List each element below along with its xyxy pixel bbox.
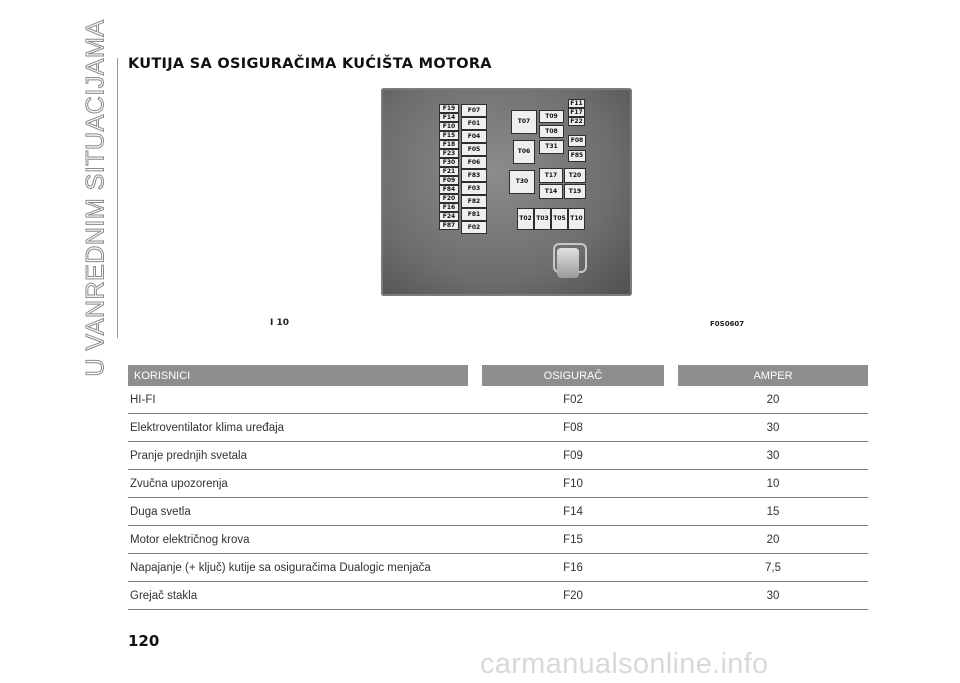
cell-fuse: F09 — [563, 449, 583, 462]
figure-code: F0S0607 — [710, 320, 745, 328]
page-number: 120 — [128, 632, 160, 650]
fuse-label: F81 — [461, 208, 487, 221]
middle-fuse-column — [461, 104, 487, 234]
cell-ampere: 10 — [766, 477, 780, 490]
cover-latch — [557, 248, 579, 278]
fuse-label: F22 — [568, 117, 585, 126]
fuse-label: F01 — [461, 117, 487, 130]
table-row — [128, 386, 868, 414]
relay-label: T10 — [568, 208, 585, 230]
left-fuse-column — [439, 104, 459, 230]
fuse-label: F84 — [439, 185, 459, 194]
fuse-label: F05 — [461, 143, 487, 156]
fuse-label: F15 — [439, 131, 459, 140]
table-row — [128, 582, 868, 610]
table-row — [128, 414, 868, 442]
cell-user: Zvučna upozorenja — [130, 477, 228, 490]
cell-user: Pranje prednjih svetala — [130, 449, 247, 462]
cell-ampere: 7,5 — [765, 561, 781, 574]
cell-user: HI-FI — [130, 393, 156, 406]
cell-fuse: F10 — [563, 477, 583, 490]
table-row — [128, 526, 868, 554]
cell-user: Napajanje (+ ključ) kutije sa osiguračima Dualogic menjača — [130, 561, 431, 574]
column-header-users: KORISNICI — [128, 365, 468, 386]
table-header — [128, 365, 868, 386]
fuse-label: F07 — [461, 104, 487, 117]
fuse-label: F03 — [461, 182, 487, 195]
table-row — [128, 498, 868, 526]
fuse-label: F21 — [439, 167, 459, 176]
table-row — [128, 470, 868, 498]
cell-user: Elektroventilator klima uređaja — [130, 421, 285, 434]
relay-t08: T08 — [539, 125, 564, 138]
cell-ampere: 30 — [766, 589, 780, 602]
relay-label: T02 — [517, 208, 534, 230]
section-divider — [117, 58, 118, 338]
cell-fuse: F02 — [563, 393, 583, 406]
cell-user: Duga svetla — [130, 505, 191, 518]
section-title: U VANREDNIM SITUACIJAMA — [81, 19, 110, 377]
column-header-ampere: AMPER — [678, 365, 868, 386]
cell-ampere: 30 — [766, 449, 780, 462]
fuse-label: F09 — [439, 176, 459, 185]
cell-fuse: F14 — [563, 505, 583, 518]
fuse-label: F30 — [439, 158, 459, 167]
relay-t30: T30 — [509, 170, 535, 194]
cell-ampere: 20 — [766, 393, 780, 406]
cell-user: Grejač stakla — [130, 589, 198, 602]
relay-t17: T17 — [539, 168, 563, 183]
fuse-label: F83 — [461, 169, 487, 182]
cell-fuse: F16 — [563, 561, 583, 574]
fuse-f85: F85 — [568, 150, 586, 162]
page-heading: KUTIJA SA OSIGURAČIMA KUĆIŠTA MOTORA — [128, 56, 492, 72]
relay-t09: T09 — [539, 110, 564, 123]
cell-fuse: F20 — [563, 589, 583, 602]
relay-t06: T06 — [513, 140, 535, 164]
fuse-label: F10 — [439, 122, 459, 131]
relay-t19: T19 — [564, 184, 586, 199]
figure-number: I 10 — [270, 318, 290, 328]
relay-t07: T07 — [511, 110, 537, 134]
cell-ampere: 15 — [766, 505, 780, 518]
relay-label: T05 — [551, 208, 568, 230]
fuse-label: F18 — [439, 140, 459, 149]
cell-fuse: F15 — [563, 533, 583, 546]
fuse-box-diagram — [381, 88, 632, 296]
fuse-label: F14 — [439, 113, 459, 122]
fuse-label: F06 — [461, 156, 487, 169]
fuse-label: F04 — [461, 130, 487, 143]
cell-user: Motor električnog krova — [130, 533, 250, 546]
table-row — [128, 554, 868, 582]
relay-t20: T20 — [564, 168, 586, 183]
fuse-label: F24 — [439, 212, 459, 221]
fuse-label: F17 — [568, 108, 585, 117]
fuse-label: F20 — [439, 194, 459, 203]
relay-label: T03 — [534, 208, 551, 230]
fuse-label: F82 — [461, 195, 487, 208]
fuse-label: F87 — [439, 221, 459, 230]
relay-t14: T14 — [539, 184, 563, 199]
fuse-table — [128, 365, 868, 610]
watermark[interactable]: carmanualsonline.info — [480, 648, 769, 680]
fuse-f08: F08 — [568, 135, 586, 147]
bottom-relay-row — [517, 208, 585, 230]
cell-ampere: 30 — [766, 421, 780, 434]
fuse-label: F19 — [439, 104, 459, 113]
fuse-label: F02 — [461, 221, 487, 234]
fuse-label: F23 — [439, 149, 459, 158]
fuse-label: F11 — [568, 99, 585, 108]
relay-t31: T31 — [539, 140, 564, 154]
fuse-label: F16 — [439, 203, 459, 212]
cell-fuse: F08 — [563, 421, 583, 434]
column-header-fuse: OSIGURAČ — [482, 365, 664, 386]
cell-ampere: 20 — [766, 533, 780, 546]
table-row — [128, 442, 868, 470]
right-fuse-column — [568, 99, 585, 126]
